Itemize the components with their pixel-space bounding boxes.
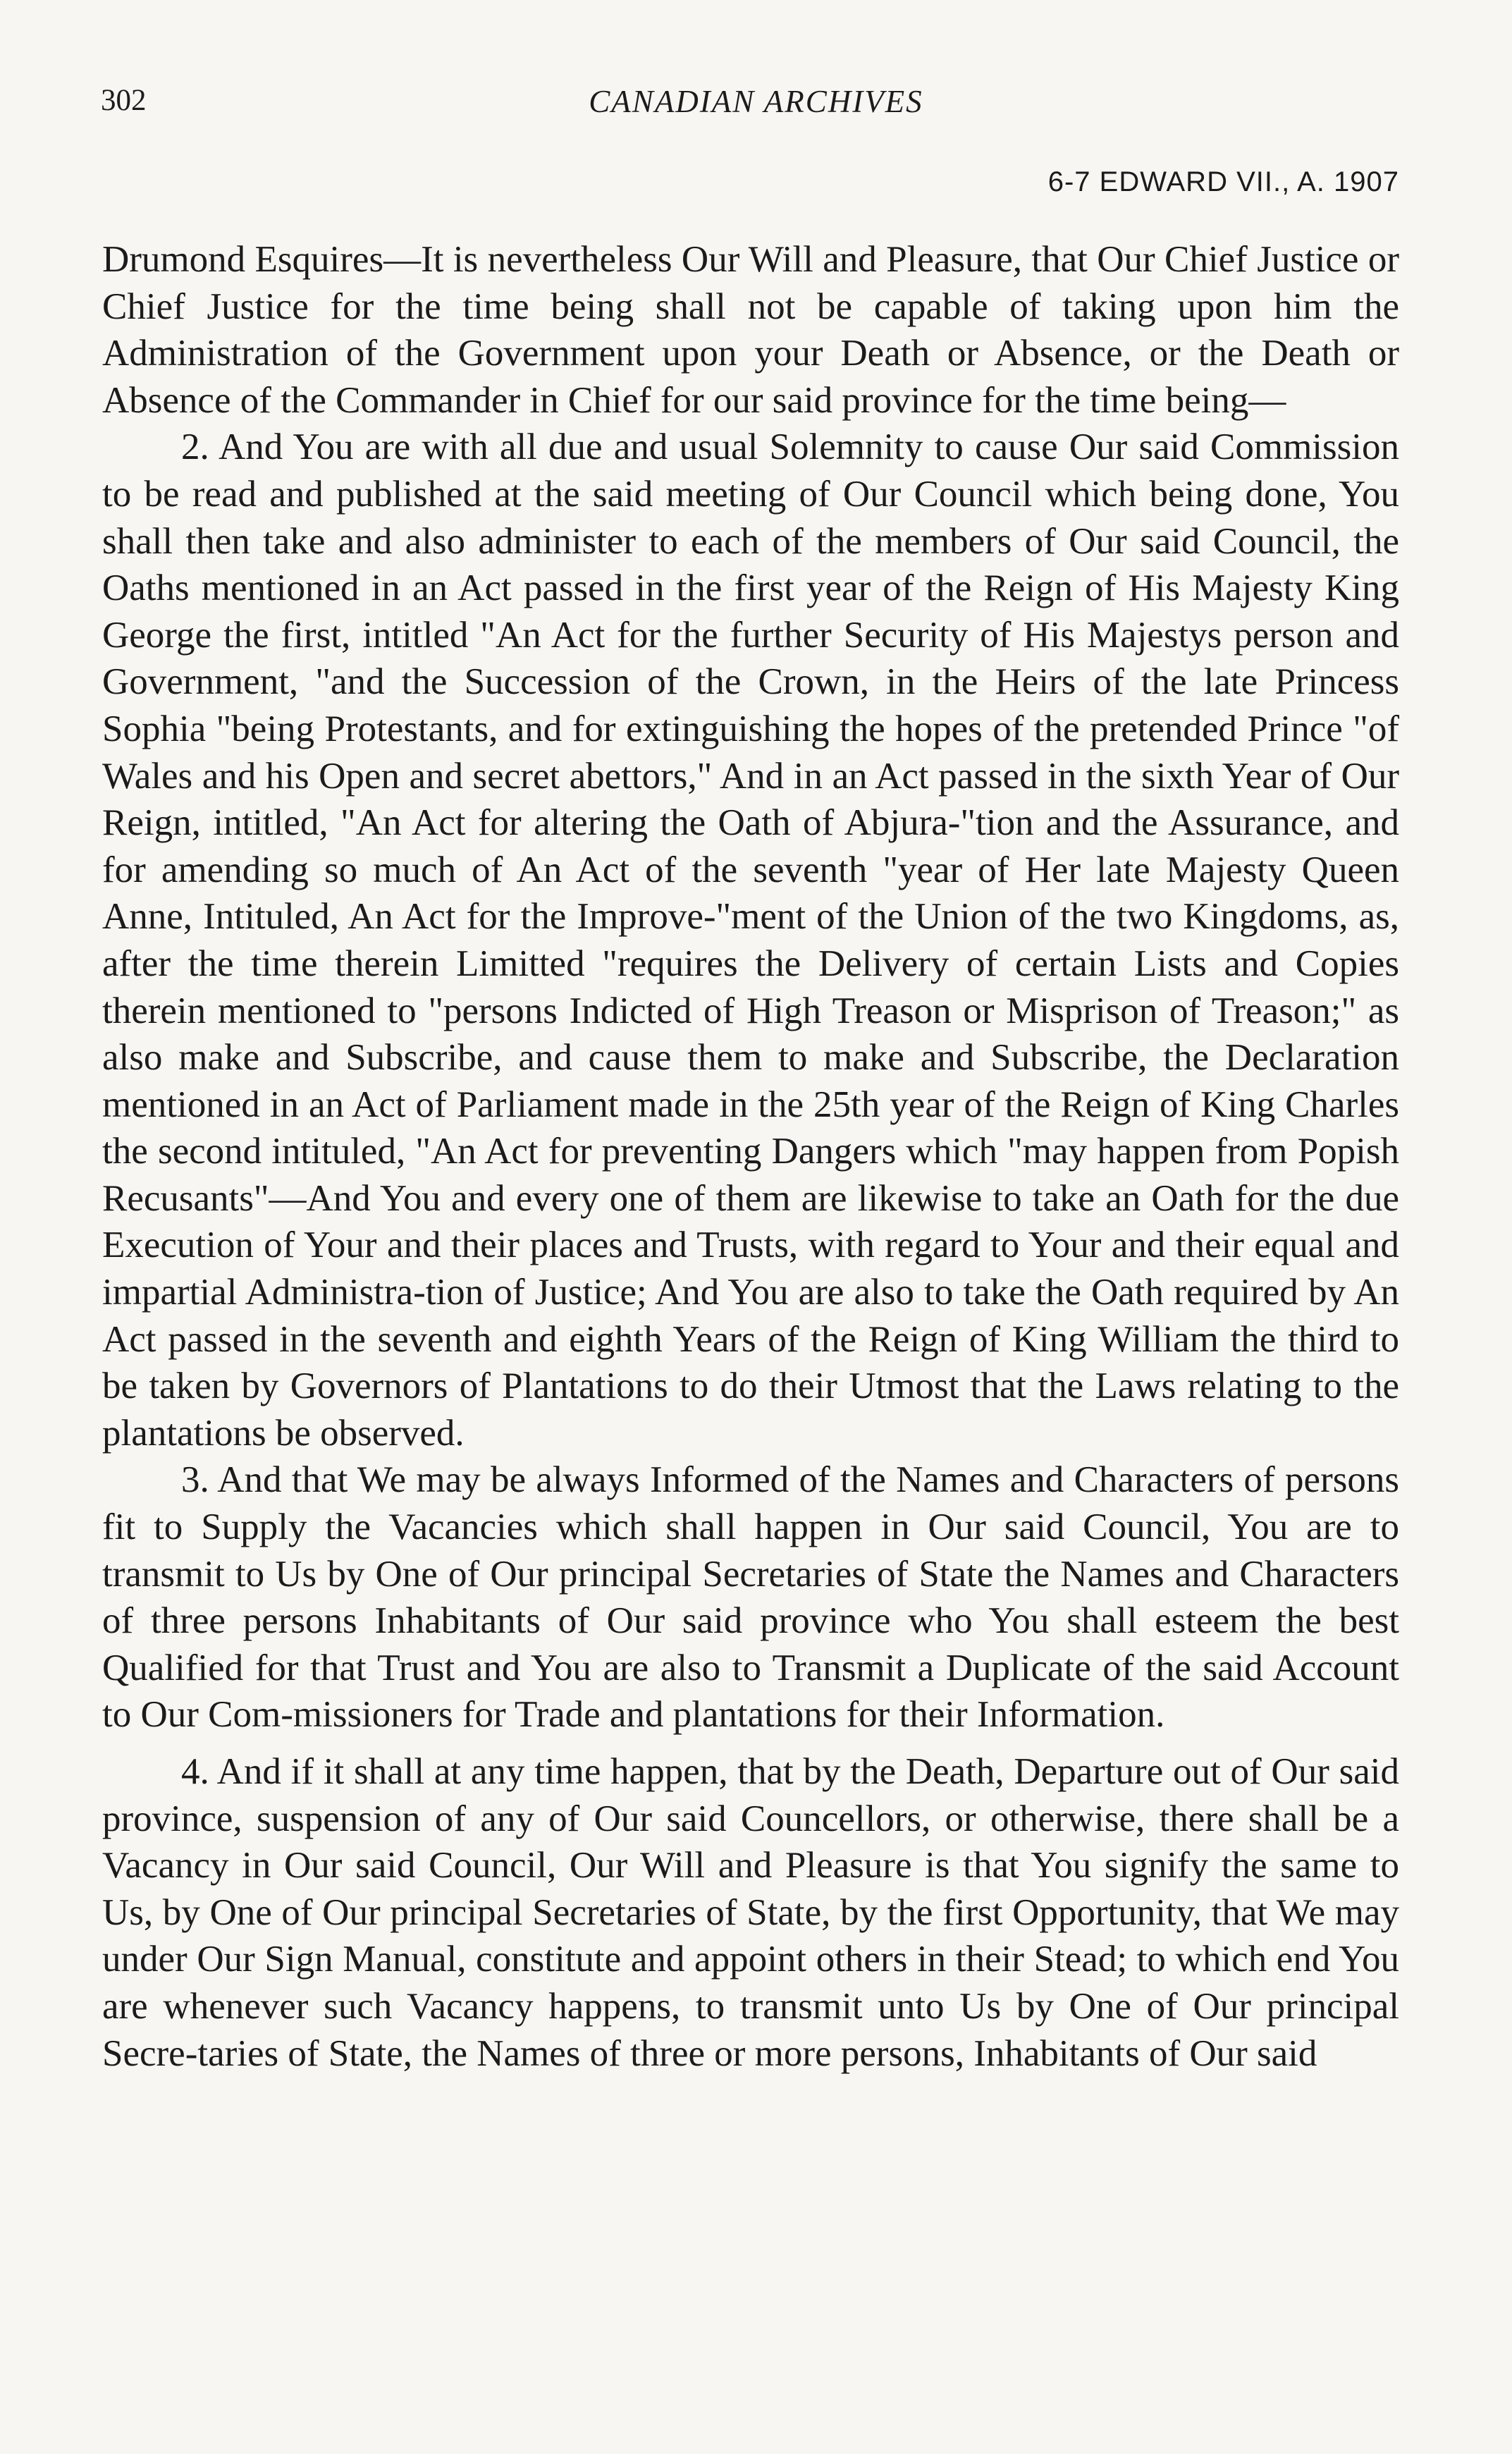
- session-reference: 6-7 EDWARD VII., A. 1907: [1047, 166, 1399, 197]
- paragraph-4: 4. And if it shall at any time happen, that by the Death, Departure out of Our said province, suspension of any of Our said Councellors, or otherwise, there shall be a Vacancy in Our said Council, Our Will and Pleasure is that You signify the same to Us, by One of Our principal Secretaries of State, by the first Opportunity, that We may under Our Sign Manual, constitute and appoint others in their Stead; to which end You are whenever such Vacancy happens, to transmit unto Us by One of Our principal Secre-taries of State, the Names of three or more persons, Inhabitants of Our said: [102, 1751, 1399, 2074]
- page-number: 302: [101, 84, 147, 117]
- body-text: [102, 236, 1399, 2077]
- paragraph-continuation: Drumond Esquires—It is nevertheless Our Will and Pleasure, that Our Chief Justice or Chief Justice for the time being shall not be capable of taking upon him the Administration of the Government upon your Death or Absence, or the Death or Absence of the Commander in Chief for our said province for the time being—: [102, 239, 1399, 421]
- running-title: CANADIAN ARCHIVES: [589, 84, 923, 119]
- paragraph-2: 2. And You are with all due and usual Solemnity to cause Our said Commission to be read and published at the said meeting of Our Council which being done, You shall then take and also administer to each of the members of Our said Council, the Oaths mentioned in an Act passed in the first year of the Reign of His Majesty King George the first, intitled "An Act for the further Security of His Majestys person and Government, "and the Succession of the Crown, in the Heirs of the late Princess Sophia "being Protestants, and for extinguishing the hopes of the pretended Prince "of Wales and his Open and secret abettors," And in an Act passed in the sixth Year of Our Reign, intitled, "An Act for altering the Oath of Abjura-"tion and the Assurance, and for amending so much of An Act of the seventh "year of Her late Majesty Queen Anne, Intituled, An Act for the Improve-"ment of the Union of the two Kingdoms, as, after the time therein Limitted "requires the Delivery of certain Lists and Copies therein mentioned to "persons Indicted of High Treason or Misprison of Treason;" as also make and Subscribe, and cause them to make and Subscribe, the Declaration mentioned in an Act of Parliament made in the 25th year of the Reign of King Charles the second intituled, "An Act for preventing Dangers which "may happen from Popish Recusants"—And You and every one of them are likewise to take an Oath for the due Execution of Your and their places and Trusts, with regard to Your and their equal and impartial Administra-tion of Justice; And You are also to take the Oath required by An Act passed in the seventh and eighth Years of the Reign of King William the third to be taken by Governors of Plantations to do their Utmost that the Laws relating to the plantations be observed.: [102, 427, 1399, 1454]
- paragraph-3: 3. And that We may be always Informed of the Names and Characters of persons fit to Supply the Vacancies which shall happen in Our said Council, You are to transmit to Us by One of Our principal Secretaries of State the Names and Characters of three persons Inhabitants of Our said province who You shall esteem the best Qualified for that Trust and You are also to Transmit a Duplicate of the said Account to Our Com-missioners for Trade and plantations for their Information.: [102, 1459, 1399, 1736]
